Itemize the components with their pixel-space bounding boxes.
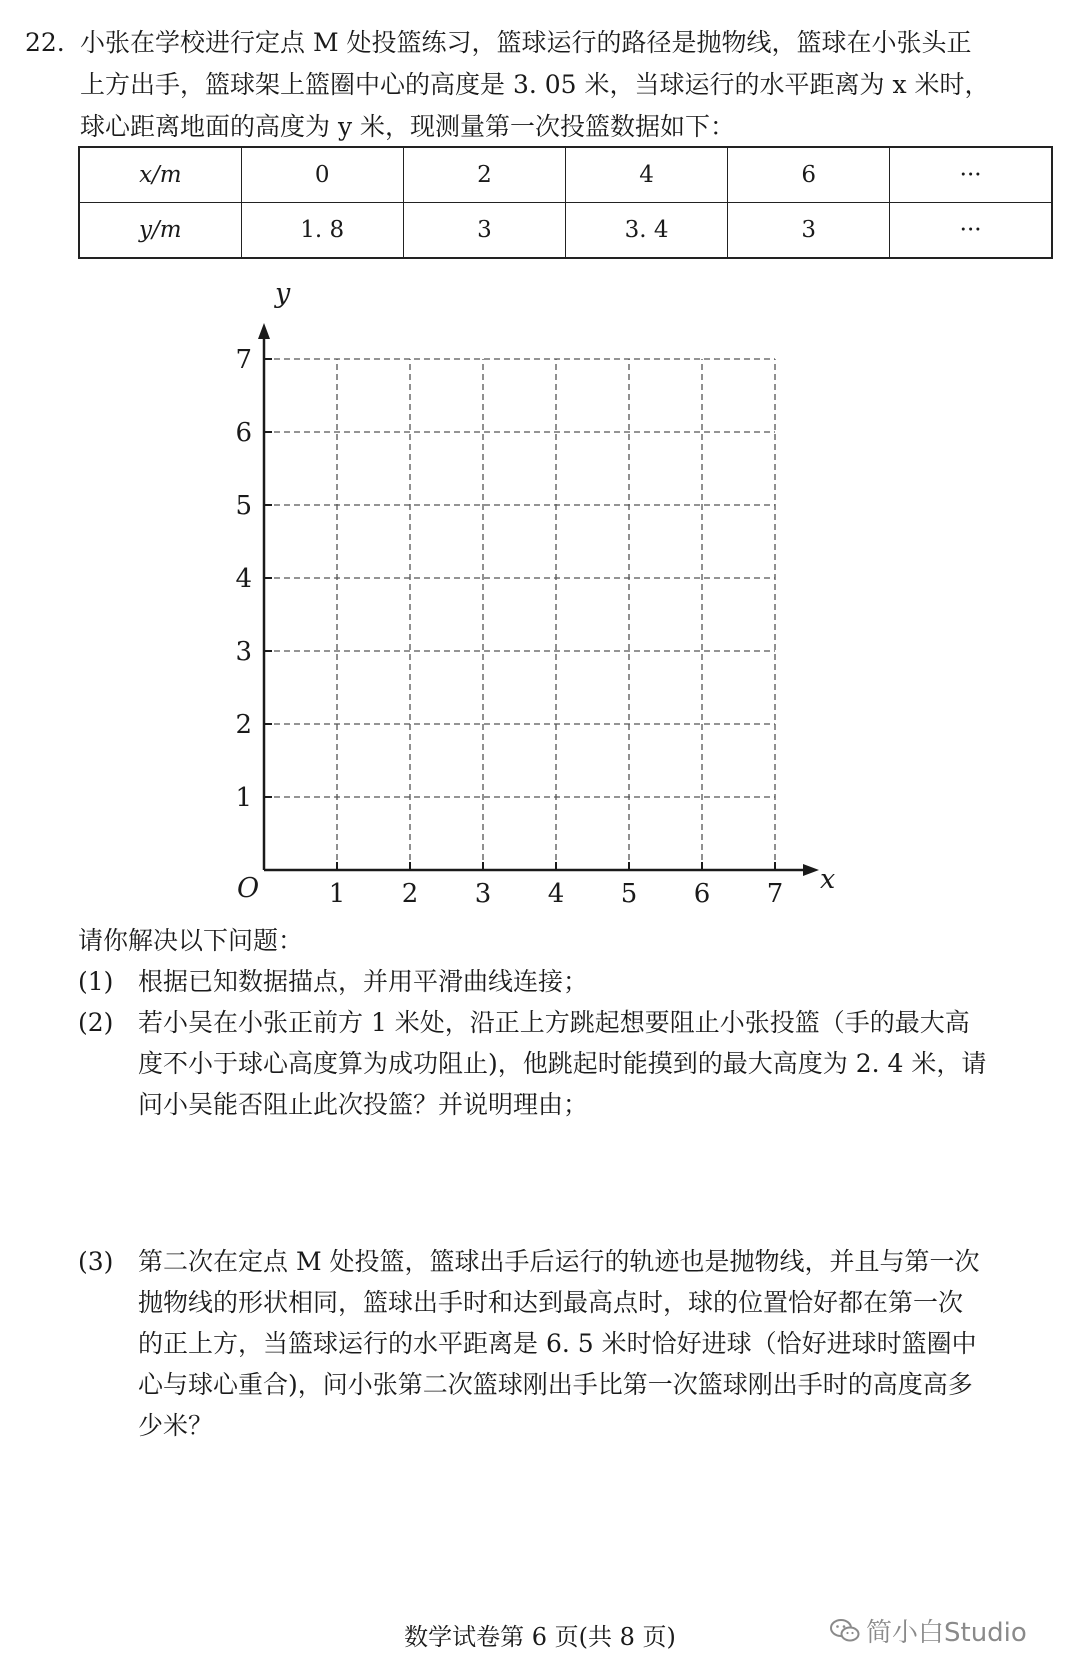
watermark (830, 1612, 1027, 1649)
y-tick-label: 6 (235, 418, 252, 448)
grid-lines (264, 359, 775, 870)
intro-text: 请你解决以下问题： (78, 926, 304, 955)
x-axis-arrow (803, 864, 819, 876)
x-axis-label: x (820, 864, 836, 895)
x-tick-label: 4 (547, 879, 565, 909)
x-tick-label: 6 (693, 879, 711, 909)
y-tick-label: 3 (235, 637, 252, 667)
sub-question-line: 心与球心重合)，问小张第二次篮球刚出手比第一次篮球刚出手时的高度高多 (138, 1370, 973, 1399)
x-tick-label: 5 (620, 879, 638, 909)
table-cell: 0 (241, 147, 403, 203)
y-tick-label: 1 (235, 783, 252, 813)
question-line: 球心距离地面的高度为 y 米，现测量第一次投篮数据如下： (80, 112, 736, 141)
table-cell: 3 (403, 203, 565, 259)
wechat-icon (830, 1618, 860, 1644)
axes (258, 323, 819, 876)
y-tick-label: 5 (235, 491, 252, 521)
instructions-intro (78, 920, 303, 961)
x-tick-label: 7 (766, 879, 784, 909)
table-header-x: x/m (79, 147, 241, 203)
sub-question-line: 根据已知数据描点，并用平滑曲线连接； (138, 967, 589, 996)
sub-question-line: 若小吴在小张正前方 1 米处，沿正上方跳起想要阻止小张投篮（手的最大高 (138, 1008, 970, 1037)
ticks (235, 345, 783, 909)
table-cell: 1. 8 (241, 203, 403, 259)
sub-question-line: 问小吴能否阻止此次投篮？并说明理由； (138, 1090, 589, 1119)
x-tick-label: 1 (328, 879, 346, 909)
table-cell: 3. 4 (565, 203, 727, 259)
y-tick-label: 4 (235, 564, 252, 594)
question-line: 上方出手，篮球架上篮圈中心的高度是 3. 05 米，当球运行的水平距离为 x 米时， (80, 70, 990, 99)
sub-question-line: 少米？ (138, 1411, 214, 1440)
table-cell: ··· (890, 147, 1052, 203)
y-axis-label: y (275, 278, 291, 309)
y-tick-label: 2 (235, 710, 252, 740)
sub-question-line: 度不小于球心高度算为成功阻止)，他跳起时能摸到的最大高度为 2. 4 米，请 (138, 1049, 987, 1078)
watermark-text: 简小白Studio (866, 1618, 1027, 1648)
sub-question-line: 第二次在定点 M 处投篮，篮球出手后运行的轨迹也是抛物线，并且与第一次 (138, 1247, 980, 1276)
table-header-y: y/m (79, 203, 241, 259)
sub-question-tag: (2) (78, 1008, 114, 1037)
y-axis-arrow (258, 323, 270, 339)
sub-question-tag: (1) (78, 967, 114, 996)
y-tick-label: 7 (235, 345, 252, 375)
question-number: 22. (25, 28, 65, 57)
sub-question-tag: (3) (78, 1247, 114, 1276)
sub-question-line: 的正上方，当篮球运行的水平距离是 6. 5 米时恰好进球（恰好进球时篮圈中 (138, 1329, 977, 1358)
sub-question-line: 抛物线的形状相同，篮球出手时和达到最高点时，球的位置恰好都在第一次 (138, 1288, 964, 1317)
table-cell: 4 (565, 147, 727, 203)
page-footer: 数学试卷第 6 页(共 8 页) (404, 1623, 676, 1651)
origin-label: O (237, 873, 260, 904)
table-cell: ··· (890, 203, 1052, 259)
table-cell: 3 (728, 203, 890, 259)
table-cell: 6 (728, 147, 890, 203)
x-tick-label: 2 (401, 879, 419, 909)
x-tick-label: 3 (474, 879, 492, 909)
table-cell: 2 (403, 147, 565, 203)
question-line: 小张在学校进行定点 M 处投篮练习，篮球运行的路径是抛物线，篮球在小张头正 (80, 28, 972, 57)
